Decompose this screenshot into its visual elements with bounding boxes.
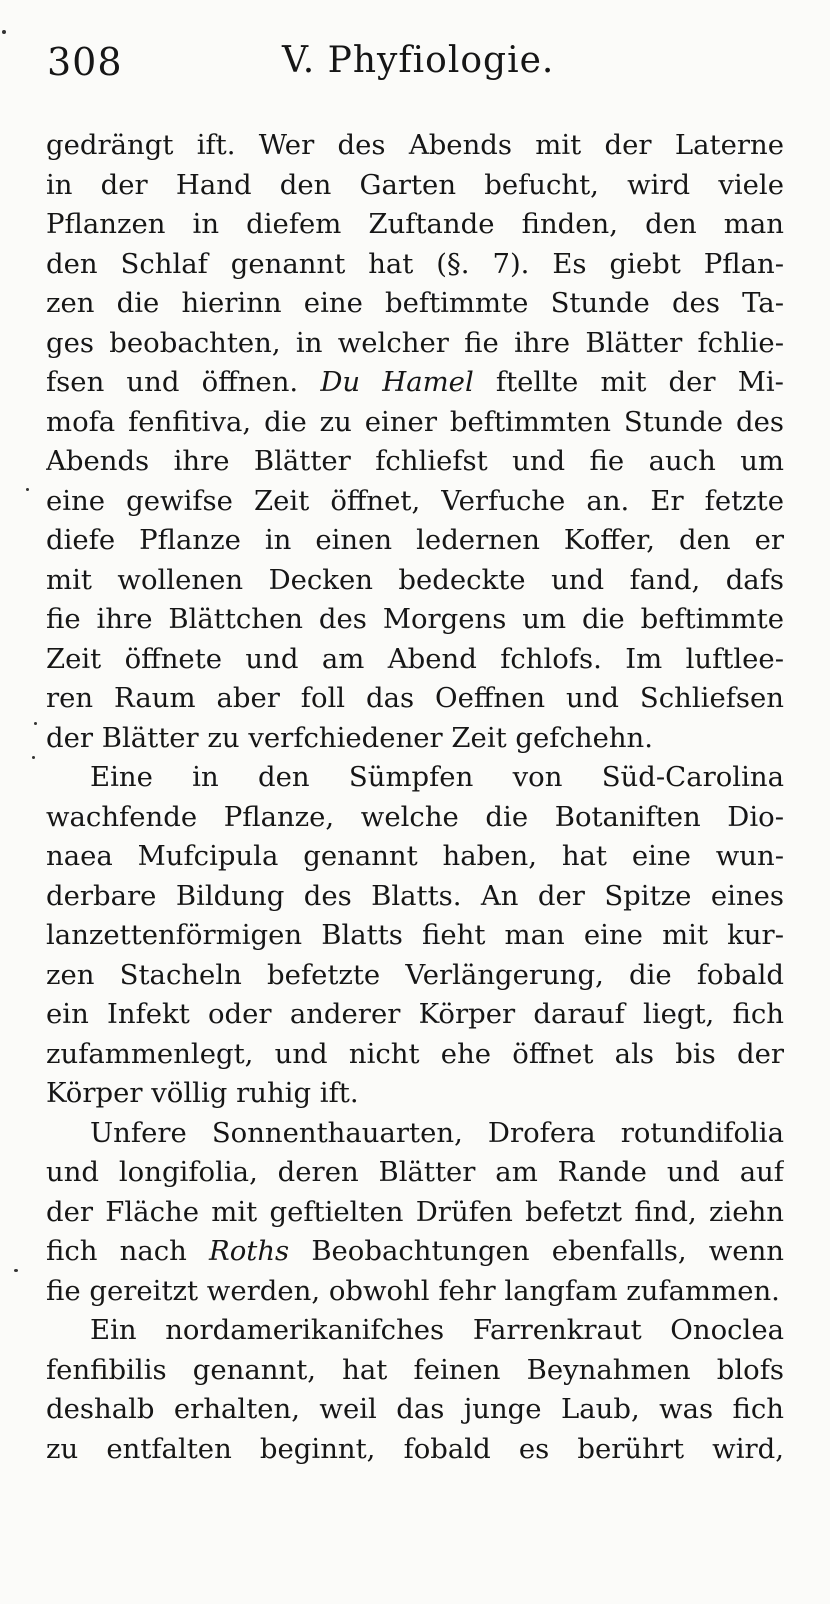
text-line xyxy=(46,442,784,482)
text-line-content: Unfere Sonnenthauarten, Drofera rotundifolia xyxy=(90,1116,784,1149)
text-line-content: diefe Pflanze in einen ledernen Koffer, den er xyxy=(46,524,784,556)
body-text xyxy=(46,126,784,1469)
text-line-content: deshalb erhalten, weil das junge Laub, was fich xyxy=(46,1393,784,1425)
text-line xyxy=(46,837,784,877)
text-line-content: Zeit öffnete und am Abend fchlofs. Im luftlee- xyxy=(46,642,784,675)
text-line xyxy=(46,363,784,403)
text-line xyxy=(46,166,784,206)
text-line xyxy=(46,205,784,245)
page-number: 308 xyxy=(47,40,123,84)
text-line-content: in der Hand den Garten befucht, wird viele xyxy=(46,168,784,201)
text-line xyxy=(46,1153,784,1193)
print-speck xyxy=(14,1269,18,1272)
italic-name: Roths xyxy=(209,1235,290,1267)
text-line xyxy=(46,403,784,443)
text-line xyxy=(46,1035,784,1075)
text-line xyxy=(46,995,784,1035)
text-line-content: fich nach xyxy=(46,1235,187,1267)
text-line-content: zufammenlegt, und nicht ehe öffnet als bis der xyxy=(46,1037,784,1070)
text-line-content: der Fläche mit geftielten Drüfen befetzt find, ziehn xyxy=(46,1195,784,1228)
text-line xyxy=(46,1272,784,1312)
text-line-content: zen die hierinn eine beftimmte Stunde des Ta- xyxy=(46,287,784,319)
text-line-content: Pflanzen in diefem Zuftande finden, den man xyxy=(46,208,784,240)
page-header xyxy=(0,40,830,90)
text-line-content: fie ihre Blättchen des Morgens um die beftimmte xyxy=(46,603,784,635)
text-line xyxy=(46,640,784,680)
text-line-content: wachfende Pflanze, welche die Botaniften Dio- xyxy=(46,800,784,833)
print-speck xyxy=(2,30,6,34)
text-line xyxy=(46,1232,784,1272)
text-line-content: naea Mufcipula genannt haben, hat eine wun- xyxy=(46,840,784,872)
text-line xyxy=(46,956,784,996)
text-line xyxy=(46,1114,784,1154)
text-line xyxy=(46,521,784,561)
text-line xyxy=(46,600,784,640)
text-line-content: fie gereitzt werden, obwohl fehr langfam zufammen. xyxy=(46,1274,780,1307)
text-line xyxy=(46,245,784,285)
italic-name: Du Hamel xyxy=(320,366,474,398)
text-line-content: der Blätter zu verfchiedener Zeit gefchehn. xyxy=(46,721,654,754)
text-line-content: fsen und öffnen. xyxy=(46,366,299,398)
text-line-content: lanzettenförmigen Blatts fieht man eine mit kur- xyxy=(46,919,784,951)
text-line-content: Körper völlig ruhig ift. xyxy=(46,1077,359,1109)
text-line-content: und longifolia, deren Blätter am Rande und auf xyxy=(46,1156,784,1188)
text-line-content: zu entfalten beginnt, fobald es berührt wird, xyxy=(46,1432,784,1465)
text-line-content: Abends ihre Blätter fchliefst und fie auch um xyxy=(46,445,784,477)
text-line xyxy=(46,1311,784,1351)
text-line xyxy=(46,1390,784,1430)
text-line-content: mofa fenfitiva, die zu einer beftimmten Stunde des xyxy=(46,405,784,438)
text-line xyxy=(46,324,784,364)
text-line xyxy=(46,1193,784,1233)
text-line xyxy=(46,482,784,522)
text-line-content: zen Stacheln befetzte Verlängerung, die fobald xyxy=(46,958,784,991)
text-line-content: eine gewifse Zeit öffnet, Verfuche an. Er fetzte xyxy=(46,484,784,517)
print-speck xyxy=(34,722,37,725)
text-line-content: den Schlaf genannt hat (§. 7). Es giebt Pflan- xyxy=(46,247,784,280)
text-line xyxy=(46,284,784,324)
text-line xyxy=(46,1351,784,1391)
text-line xyxy=(46,916,784,956)
text-line-content: gedrängt ift. Wer des Abends mit der Laterne xyxy=(46,129,784,161)
text-line-continuation: Beobachtungen ebenfalls, wenn xyxy=(311,1235,784,1267)
text-line-content: Eine in den Sümpfen von Süd-Carolina xyxy=(90,761,784,793)
text-line-content: mit wollenen Decken bedeckte und fand, dafs xyxy=(46,563,784,596)
text-line-content: ein Infekt oder anderer Körper darauf liegt, fich xyxy=(46,998,784,1030)
text-line xyxy=(46,561,784,601)
print-speck xyxy=(26,488,29,491)
text-line-content: fenfibilis genannt, hat feinen Beynahmen blofs xyxy=(46,1353,784,1386)
text-line-content: derbare Bildung des Blatts. An der Spitze eines xyxy=(46,879,784,912)
text-line-content: Ein nordamerikanifches Farrenkraut Onoclea xyxy=(90,1314,784,1346)
print-speck xyxy=(32,756,35,759)
text-line xyxy=(46,877,784,917)
text-line xyxy=(46,758,784,798)
running-title: V. Phyfiologie. xyxy=(282,40,555,81)
text-line xyxy=(46,798,784,838)
text-line xyxy=(46,1074,784,1114)
text-line-continuation: ftellte mit der Mi- xyxy=(495,366,784,398)
text-line xyxy=(46,1430,784,1470)
text-line xyxy=(46,126,784,166)
text-line xyxy=(46,719,784,759)
text-line-content: ren Raum aber foll das Oeffnen und Schliefsen xyxy=(46,682,784,714)
text-line xyxy=(46,679,784,719)
text-line-content: ges beobachten, in welcher fie ihre Blätter fchlie- xyxy=(46,326,784,359)
